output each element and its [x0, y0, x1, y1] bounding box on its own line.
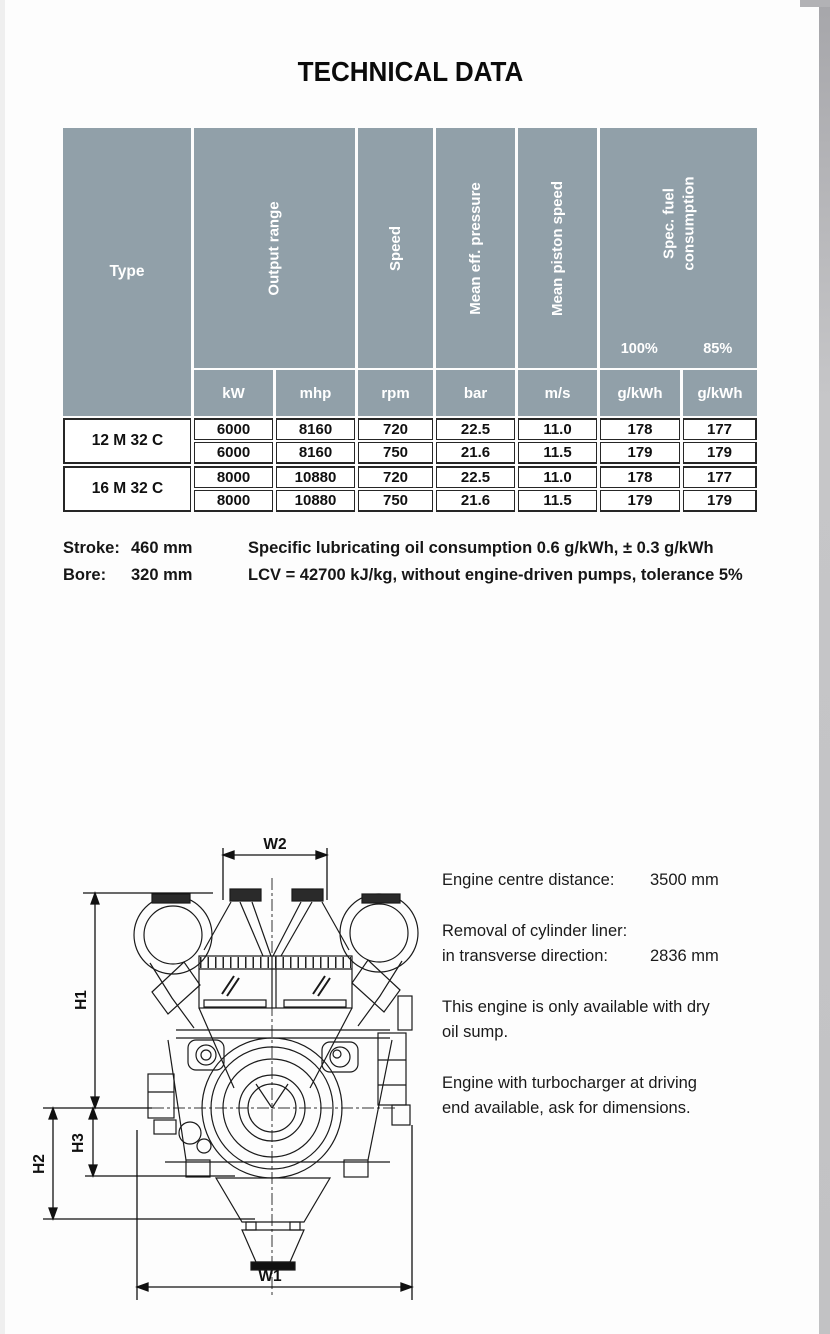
table-cell: 22.5 — [436, 418, 515, 440]
page-corner-shadow — [800, 0, 830, 7]
table-cell: 177 — [683, 466, 757, 488]
table-cell: 11.0 — [518, 418, 597, 440]
w2-label: W2 — [263, 836, 287, 853]
cylinder-liner-note: Removal of cylinder liner: in transverse direction: 2836 mm — [442, 922, 719, 965]
table-cell: 11.5 — [518, 490, 597, 512]
table-cell: 177 — [683, 418, 757, 440]
stroke-label: Stroke: — [63, 539, 120, 557]
liner-removal-value: 2836 mm — [650, 947, 719, 965]
stroke-bore-notes — [63, 535, 248, 589]
table-cell: 178 — [600, 466, 680, 488]
unit-gkwh-100: g/kWh — [600, 370, 680, 416]
table-cell: 21.6 — [436, 442, 515, 464]
w1-label: W1 — [258, 1268, 282, 1285]
col-header-spec-fuel-consumption: Spec. fuel consumption 100% 85% — [600, 128, 757, 368]
unit-mhp: mhp — [276, 370, 355, 416]
table-cell: 178 — [600, 418, 680, 440]
turbocharger-note: Engine with turbocharger at driving end available, ask for dimensions. — [442, 1074, 697, 1117]
stroke-value: 460 mm — [131, 539, 193, 557]
unit-rpm: rpm — [358, 370, 433, 416]
engine-type-cell: 16 M 32 C — [63, 466, 191, 512]
table-cell: 179 — [683, 442, 757, 464]
dimension-h2 — [31, 1108, 255, 1219]
load-100-label: 100% — [620, 341, 658, 357]
h1-label: H1 — [73, 990, 90, 1010]
col-header-mean-piston-speed: Mean piston speed — [518, 128, 597, 368]
unit-kw: kW — [194, 370, 273, 416]
col-header-speed: Speed — [358, 128, 433, 368]
table-cell: 8000 — [194, 466, 273, 488]
table-cell: 8000 — [194, 490, 273, 512]
unit-gkwh-85: g/kWh — [683, 370, 757, 416]
table-cell: 10880 — [276, 466, 355, 488]
centerlines — [152, 878, 396, 1298]
dimension-h3 — [43, 1108, 235, 1176]
dimension-w1 — [137, 1125, 412, 1300]
h3-label: H3 — [70, 1133, 87, 1153]
table-cell: 720 — [358, 418, 433, 440]
col-header-type: Type — [63, 128, 191, 416]
table-cell: 750 — [358, 442, 433, 464]
page-title: TECHNICAL DATA — [297, 56, 524, 87]
flywheel-circles — [202, 1038, 342, 1178]
table-cell: 10880 — [276, 490, 355, 512]
unit-bar: bar — [436, 370, 515, 416]
table-cell: 179 — [600, 490, 680, 512]
bore-label: Bore: — [63, 566, 107, 584]
table-cell: 21.6 — [436, 490, 515, 512]
unit-ms: m/s — [518, 370, 597, 416]
charge-air-cooler — [199, 956, 352, 1008]
engine-centre-distance-value: 3500 mm — [650, 871, 719, 889]
engine-centre-distance-note: Engine centre distance: 3500 mm — [442, 871, 719, 889]
engine-type-cell: 12 M 32 C — [63, 418, 191, 464]
col-header-output-range: Output range — [194, 128, 355, 368]
page-right-edge — [819, 0, 830, 1334]
h2-label: H2 — [31, 1154, 48, 1174]
lube-oil-note: Specific lubricating oil consumption 0.6 g/kWh, ± 0.3 g/kWh — [248, 539, 714, 557]
table-cell: 6000 — [194, 418, 273, 440]
consumption-notes — [248, 535, 763, 589]
load-percent-labels — [600, 318, 757, 368]
oil-sump — [216, 1178, 330, 1270]
side-fittings-right — [322, 996, 412, 1125]
table-cell: 22.5 — [436, 466, 515, 488]
table-cell: 720 — [358, 466, 433, 488]
table-cell: 179 — [683, 490, 757, 512]
table-cell: 11.5 — [518, 442, 597, 464]
info-column — [442, 868, 814, 1147]
table-cell: 11.0 — [518, 466, 597, 488]
table-cell: 8160 — [276, 418, 355, 440]
dimension-h1 — [73, 893, 213, 1108]
page-left-edge — [0, 0, 5, 1334]
table-cell: 6000 — [194, 442, 273, 464]
dry-oil-sump-note: This engine is only available with dry oil sump. — [442, 998, 710, 1041]
col-header-mean-eff-pressure: Mean eff. pressure — [436, 128, 515, 368]
technical-data-table — [63, 128, 757, 512]
table-cell: 8160 — [276, 442, 355, 464]
table-cell: 750 — [358, 490, 433, 512]
load-85-label: 85% — [703, 341, 733, 357]
lcv-note: LCV = 42700 kJ/kg, without engine-driven pumps, tolerance 5% — [248, 566, 743, 584]
engine-cross-section-drawing — [30, 825, 440, 1325]
table-cell: 179 — [600, 442, 680, 464]
bore-value: 320 mm — [131, 566, 193, 584]
footnotes — [63, 535, 763, 589]
